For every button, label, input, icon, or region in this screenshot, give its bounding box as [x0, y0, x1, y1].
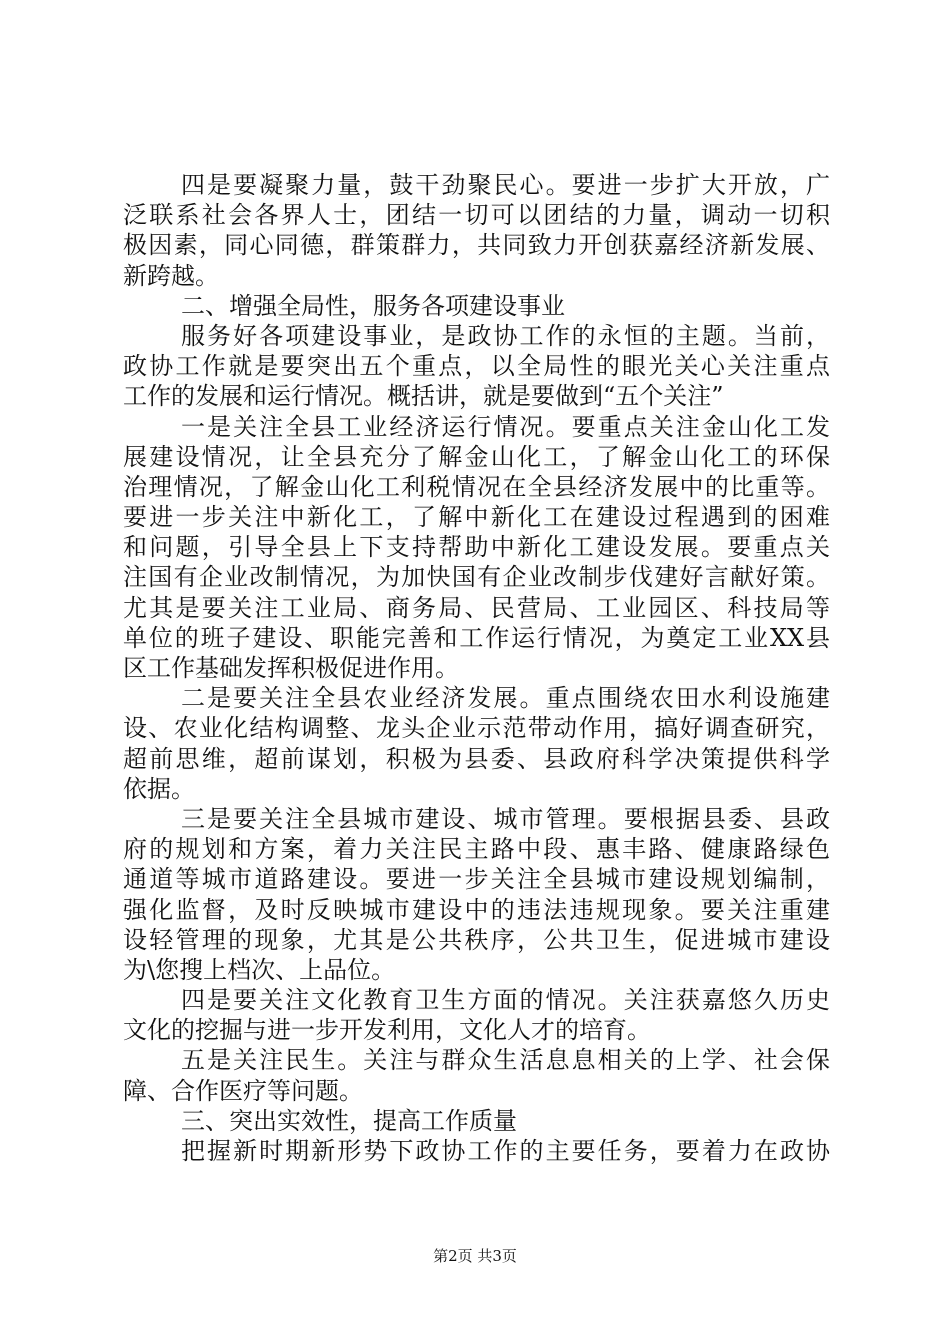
paragraph-line: 强化监督，及时反映城市建设中的违法违规现象。要关注重建: [123, 895, 830, 924]
paragraph-line: 四是要关注文化教育卫生方面的情况。关注获嘉悠久历史: [181, 986, 830, 1015]
paragraph-line: 注国有企业改制情况，为加快国有企业改制步伐建好言献好策。: [123, 563, 830, 592]
paragraph-line: 五是关注民生。关注与群众生活息息相关的上学、社会保: [181, 1046, 830, 1075]
section-heading: 三、突出实效性，提高工作质量: [181, 1106, 517, 1135]
paragraph-line: 超前思维，超前谋划，积极为县委、县政府科学决策提供科学: [123, 744, 830, 773]
paragraph-line: 三是要关注全县城市建设、城市管理。要根据县委、县政: [181, 804, 830, 833]
paragraph-line: 设、农业化结构调整、龙头企业示范带动作用，搞好调查研究，: [123, 714, 830, 743]
paragraph-line: 政协工作就是要突出五个重点，以全局性的眼光关心关注重点: [123, 352, 830, 381]
paragraph-line: 区工作基础发挥积极促进作用。: [123, 654, 459, 682]
paragraph-line: 二是要关注全县农业经济发展。重点围绕农田水利设施建: [181, 684, 830, 713]
paragraph-line: 文化的挖掘与进一步开发利用，文化人才的培育。: [123, 1016, 651, 1045]
document-body: [123, 170, 830, 1166]
paragraph-line: 尤其是要关注工业局、商务局、民营局、工业园区、科技局等: [123, 593, 830, 622]
paragraph-line: 工作的发展和运行情况。概括讲，就是要做到“五个关注”: [123, 382, 724, 411]
paragraph-line: 依据。: [123, 774, 195, 803]
page-footer: [0, 1245, 950, 1266]
paragraph-line: 府的规划和方案，着力关注民主路中段、惠丰路、健康路绿色: [123, 835, 830, 864]
paragraph-line: 和问题，引导全县上下支持帮助中新化工建设发展。要重点关: [123, 533, 830, 562]
paragraph-line: 一是关注全县工业经济运行情况。要重点关注金山化工发: [181, 412, 830, 441]
paragraph-line: 把握新时期新形势下政协工作的主要任务，要着力在政协: [181, 1137, 830, 1165]
paragraph-line: 要进一步关注中新化工，了解中新化工在建设过程遇到的困难: [123, 503, 830, 532]
page-number: 第2页 共3页: [433, 1247, 517, 1265]
paragraph-line: 展建设情况，让全县充分了解金山化工，了解金山化工的环保: [123, 442, 830, 471]
paragraph-line: 新跨越。: [123, 261, 219, 290]
paragraph-line: 四是要凝聚力量，鼓干劲聚民心。要进一步扩大开放，广: [181, 171, 830, 199]
paragraph-line: 治理情况，了解金山化工利税情况在全县经济发展中的比重等。: [123, 472, 830, 501]
paragraph-line: 极因素，同心同德，群策群力，共同致力开创获嘉经济新发展、: [123, 231, 830, 260]
paragraph-line: 单位的班子建设、职能完善和工作运行情况，为奠定工业XX县: [123, 623, 830, 652]
paragraph-line: 服务好各项建设事业，是政协工作的永恒的主题。当前，: [181, 321, 830, 350]
section-heading: 二、增强全局性，服务各项建设事业: [181, 291, 565, 320]
paragraph-line: 设轻管理的现象，尤其是公共秩序，公共卫生，促进城市建设: [123, 925, 830, 954]
paragraph-line: 通道等城市道路建设。要进一步关注全县城市建设规划编制，: [123, 865, 830, 894]
paragraph-line: 泛联系社会各界人士，团结一切可以团结的力量，调动一切积: [123, 201, 830, 230]
paragraph-line: 障、合作医疗等问题。: [123, 1076, 363, 1105]
paragraph-line: 为\您搜上档次、上品位。: [123, 955, 396, 984]
